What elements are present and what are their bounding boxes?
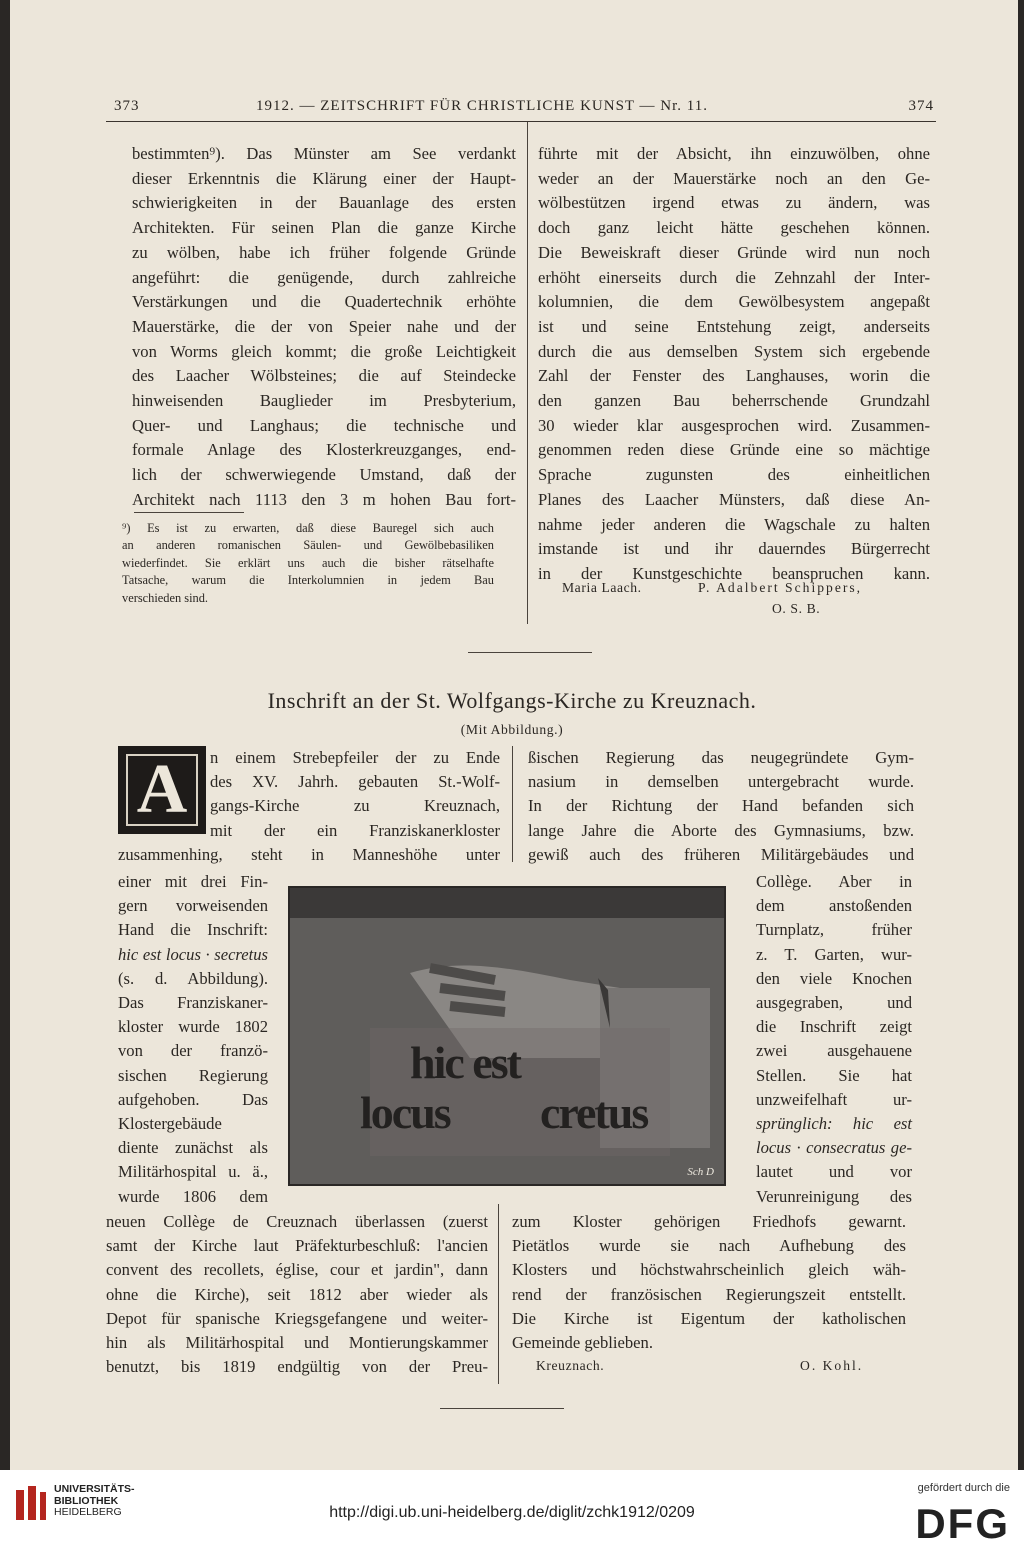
permalink[interactable]: http://digi.ub.uni-heidelberg.de/diglit/zchk1912/0209 [329, 1504, 695, 1521]
column-left-line: von Worms gleich kommt; die große Leichtigkeit [132, 341, 516, 361]
column-left-line: Architekten. Für seinen Plan die ganze Kirche [132, 218, 516, 238]
column-right-line: imstande ist und ihr dauerndes Bürgerrecht [538, 539, 930, 559]
signature2-author: O. Kohl. [800, 1358, 864, 1373]
footnote-line: an anderen romanischen Säulen- und Gewölbebasiliken [122, 538, 494, 553]
article-left-bottom-line: Depot für spanische Kriegsgefangene und weiter- [106, 1308, 488, 1328]
inscription-line2: locus [360, 1087, 450, 1138]
article-left-narrow-line: aufgehoben. Das [118, 1089, 268, 1109]
article-left-bottom-line: benutzt, bis 1819 endgültig von der Preu- [106, 1357, 488, 1377]
footnote-line: verschieden sind. [122, 590, 209, 605]
article-left-narrow-line: sischen Regierung [118, 1065, 268, 1085]
initial-letter: A [136, 751, 188, 828]
decorative-initial [118, 746, 206, 834]
column-left-line: angeführt: die genügende, durch zahlreiche [132, 267, 516, 287]
article-left-narrow-line: gern vorweisenden [118, 896, 268, 916]
digitization-footer [0, 1470, 1024, 1563]
column-divider-article-bottom [498, 1204, 499, 1384]
column-right-line: ist und seine Entstehung zeigt, anderseits [538, 316, 930, 336]
article-left-narrow-line: wurde 1806 dem [118, 1186, 268, 1206]
column-right-line: erhöht einerseits durch die Zehnzahl der Inter- [538, 267, 930, 287]
column-right-line: Zahl der Fenster des Langhauses, worin die [538, 366, 930, 386]
page-number-right: 374 [908, 98, 934, 114]
article-left-top-line: mit der ein Franziskanerkloster [210, 820, 500, 840]
column-left-line: Verstärkungen und die Quadertechnik erhöhte [132, 292, 516, 312]
column-left-line: des Laacher Wölbsteines; die auf Steindecke [132, 366, 516, 386]
article-right-narrow-line: dem anstoßenden [756, 896, 912, 916]
article-right-narrow-line: Turnplatz, früher [756, 920, 912, 940]
article-right-narrow-line: unzweifelhaft ur- [756, 1089, 912, 1109]
signature2-place: Kreuznach. [536, 1358, 605, 1373]
column-divider-article-top [512, 746, 513, 862]
column-right-line: durch die aus demselben System sich ergebende [538, 341, 930, 361]
photo-credit: Sch D [687, 1166, 714, 1178]
article-right-narrow-line: locus · consecratus ge- [756, 1138, 912, 1158]
column-left-line: Mauerstärke, die der von Speier nahe und der [132, 316, 516, 336]
signature-author: P. Adalbert Schippers, [698, 580, 863, 595]
column-right-line: Sprache zugunsten des einheitlichen [538, 465, 930, 485]
article-left-narrow-line: Klostergebäude [118, 1114, 222, 1133]
column-right-line: kolumnien, die dem Gewölbesystem angepaßt [538, 292, 930, 312]
inscription-line3: cretus [540, 1087, 648, 1138]
column-right-line: weder an der Mauerstärke noch an den Ge- [538, 168, 930, 188]
sponsor-text: gefördert durch die [917, 1482, 1010, 1494]
article-right-bottom-line: zum Kloster gehörigen Friedhofs gewarnt. [512, 1212, 906, 1231]
signature-place: Maria Laach. [562, 580, 642, 595]
library-line1: UNIVERSITÄTS- [54, 1483, 135, 1495]
article-right-top-line: lange Jahre die Aborte des Gymnasiums, bzw. [528, 820, 914, 840]
article-left-top-line: zusammenhing, steht in Manneshöhe unter [118, 844, 500, 864]
column-left-line: formale Anlage des Klosterkreuzganges, end- [132, 440, 516, 460]
article-left-narrow-line: (s. d. Abbildung). [118, 968, 268, 988]
column-right-line: in der Kunstgeschichte beanspruchen kann. [538, 563, 930, 583]
journal-title: 1912. — ZEITSCHRIFT FÜR CHRISTLICHE KUNST — Nr. 11. [256, 98, 709, 114]
footnote-line: wiederfindet. Sie erklärt uns auch die bisher rätselhafte [122, 555, 494, 570]
column-right-line: führte mit der Absicht, ihn einzuwölben, ohne [538, 144, 930, 163]
running-header [106, 98, 936, 122]
article-left-bottom-line: hin als Militärhospital und Montierungskammer [106, 1333, 488, 1352]
article-right-top-line: gewiß auch des früheren Militärgebäudes und [528, 844, 914, 864]
article-right-top-line: In der Richtung der Hand befanden sich [528, 796, 914, 816]
article-right-bottom-line: Pietätlos wurde sie nach Aufhebung des [512, 1236, 906, 1256]
article-left-bottom-line: neuen Collège de Creuznach überlassen (zuerst [106, 1212, 488, 1231]
dfg-logo: DFG [915, 1500, 1010, 1547]
article-left-narrow-line: einer mit drei Fin- [118, 872, 268, 891]
column-left-line: zu wölben, habe ich früher folgende Gründe [132, 242, 516, 262]
article-left-bottom-line: samt der Kirche laut Präfekturbeschluß: l'ancien [106, 1236, 488, 1256]
column-right-line: wölbestützen irgend etwas zu ändern, was [538, 193, 930, 213]
column-right-line: Planes des Laacher Münsters, daß diese An- [538, 489, 930, 509]
article-right-narrow-line: sprünglich: hic est [756, 1114, 912, 1133]
article-right-bottom-line: Gemeinde geblieben. [512, 1333, 653, 1352]
article-left-narrow-line: diente zunächst als [118, 1138, 268, 1158]
article-right-bottom-line: Die Kirche ist Eigentum der katholischen [512, 1308, 906, 1328]
column-left-line: Architekt nach 1113 den 3 m hohen Bau fort- [132, 489, 516, 509]
article-right-narrow-line: den viele Knochen [756, 968, 912, 988]
column-left-line: bestimmten⁹). Das Münster am See verdankt [132, 144, 516, 163]
footnote-line: ⁹) Es ist zu erwarten, daß diese Bauregel sich auch [122, 521, 494, 535]
article-right-bottom-line: Klosters und höchstwahrscheinlich gleich wäh- [512, 1260, 906, 1280]
footnote-line: Tatsache, warum die Interkolumnien in jedem Bau [122, 573, 494, 588]
signature-order: O. S. B. [772, 601, 821, 616]
page-number-left: 373 [114, 98, 140, 114]
column-right-line: genommen reden diese Gründe eine so mächtige [538, 440, 930, 460]
column-left-line: dieser Erkenntnis die Klärung einer der Haupt- [132, 168, 516, 188]
article-right-narrow-line: lautet und vor [756, 1162, 912, 1182]
article-left-bottom-line: convent des recollets, église, cour et jardin", dann [106, 1260, 488, 1280]
article-subtitle: (Mit Abbildung.) [460, 722, 564, 737]
header-rule [106, 121, 936, 122]
article-title: Inschrift an der St. Wolfgangs-Kirche zu Kreuznach. [267, 688, 757, 713]
column-right-line: doch ganz leicht hätte geschehen können. [538, 218, 930, 238]
end-divider [440, 1408, 564, 1409]
article-right-bottom-line: rend der französischen Regierungszeit entstellt. [512, 1284, 906, 1304]
column-right-line: 30 wieder klar ausgesprochen wird. Zusammen- [538, 415, 930, 435]
article-right-narrow-line: zwei ausgehauene [756, 1041, 912, 1061]
column-right-line: den ganzen Bau beherrschende Grundzahl [538, 391, 930, 410]
article-right-narrow-line: die Inschrift zeigt [756, 1017, 912, 1037]
inscription-line1: hic est [410, 1037, 520, 1088]
article-left-top-line: des XV. Jahrh. gebauten St.-Wolf- [210, 772, 500, 792]
column-right-line: nahme jeder anderen die Wagschale zu halten [538, 514, 930, 534]
article-left-bottom-line: ohne die Kirche), seit 1812 aber wieder als [106, 1284, 488, 1304]
article-right-narrow-line: Collège. Aber in [756, 872, 912, 891]
section-divider [468, 652, 592, 653]
article-left-top-line: gangs-Kirche zu Kreuznach, [210, 796, 500, 816]
article-right-top-line: nasium in demselben untergebracht wurde. [528, 772, 914, 792]
article-right-narrow-line: z. T. Garten, wur- [756, 944, 912, 964]
article-right-narrow-line: ausgegraben, und [756, 993, 912, 1012]
library-line2: BIBLIOTHEK [54, 1494, 119, 1507]
article-left-narrow-line: hic est locus · secretus [118, 944, 268, 964]
article-left-narrow-line: Militärhospital u. ä., [118, 1162, 268, 1182]
library-line3: HEIDELBERG [54, 1506, 122, 1518]
column-divider-top [527, 122, 528, 624]
article-right-narrow-line: Verunreinigung des [756, 1186, 912, 1206]
article-left-narrow-line: von der franzö- [118, 1041, 268, 1061]
footnote-rule [134, 512, 244, 513]
article-right-narrow-line: Stellen. Sie hat [756, 1065, 912, 1085]
article-right-top-line: ßischen Regierung das neugegründete Gym- [528, 748, 914, 767]
article-left-narrow-line: Das Franziskaner- [118, 993, 268, 1012]
article-left-narrow-line: kloster wurde 1802 [118, 1017, 268, 1037]
column-left-line: hinweisenden Bauglieder im Presbyterium, [132, 391, 516, 410]
column-left-line: lich der schwerwiegende Umstand, daß der [132, 465, 516, 485]
inscription-photo [288, 886, 726, 1186]
article-left-narrow-line: Hand die Inschrift: [118, 920, 268, 940]
column-right-line: Die Beweiskraft dieser Gründe wird nun noch [538, 242, 930, 262]
column-left-line: schwierigkeiten in der Bauanlage des ersten [132, 193, 516, 213]
article-left-top-line: n einem Strebepfeiler der zu Ende [210, 748, 500, 767]
column-left-line: Quer- und Langhaus; die technische und [132, 415, 516, 435]
